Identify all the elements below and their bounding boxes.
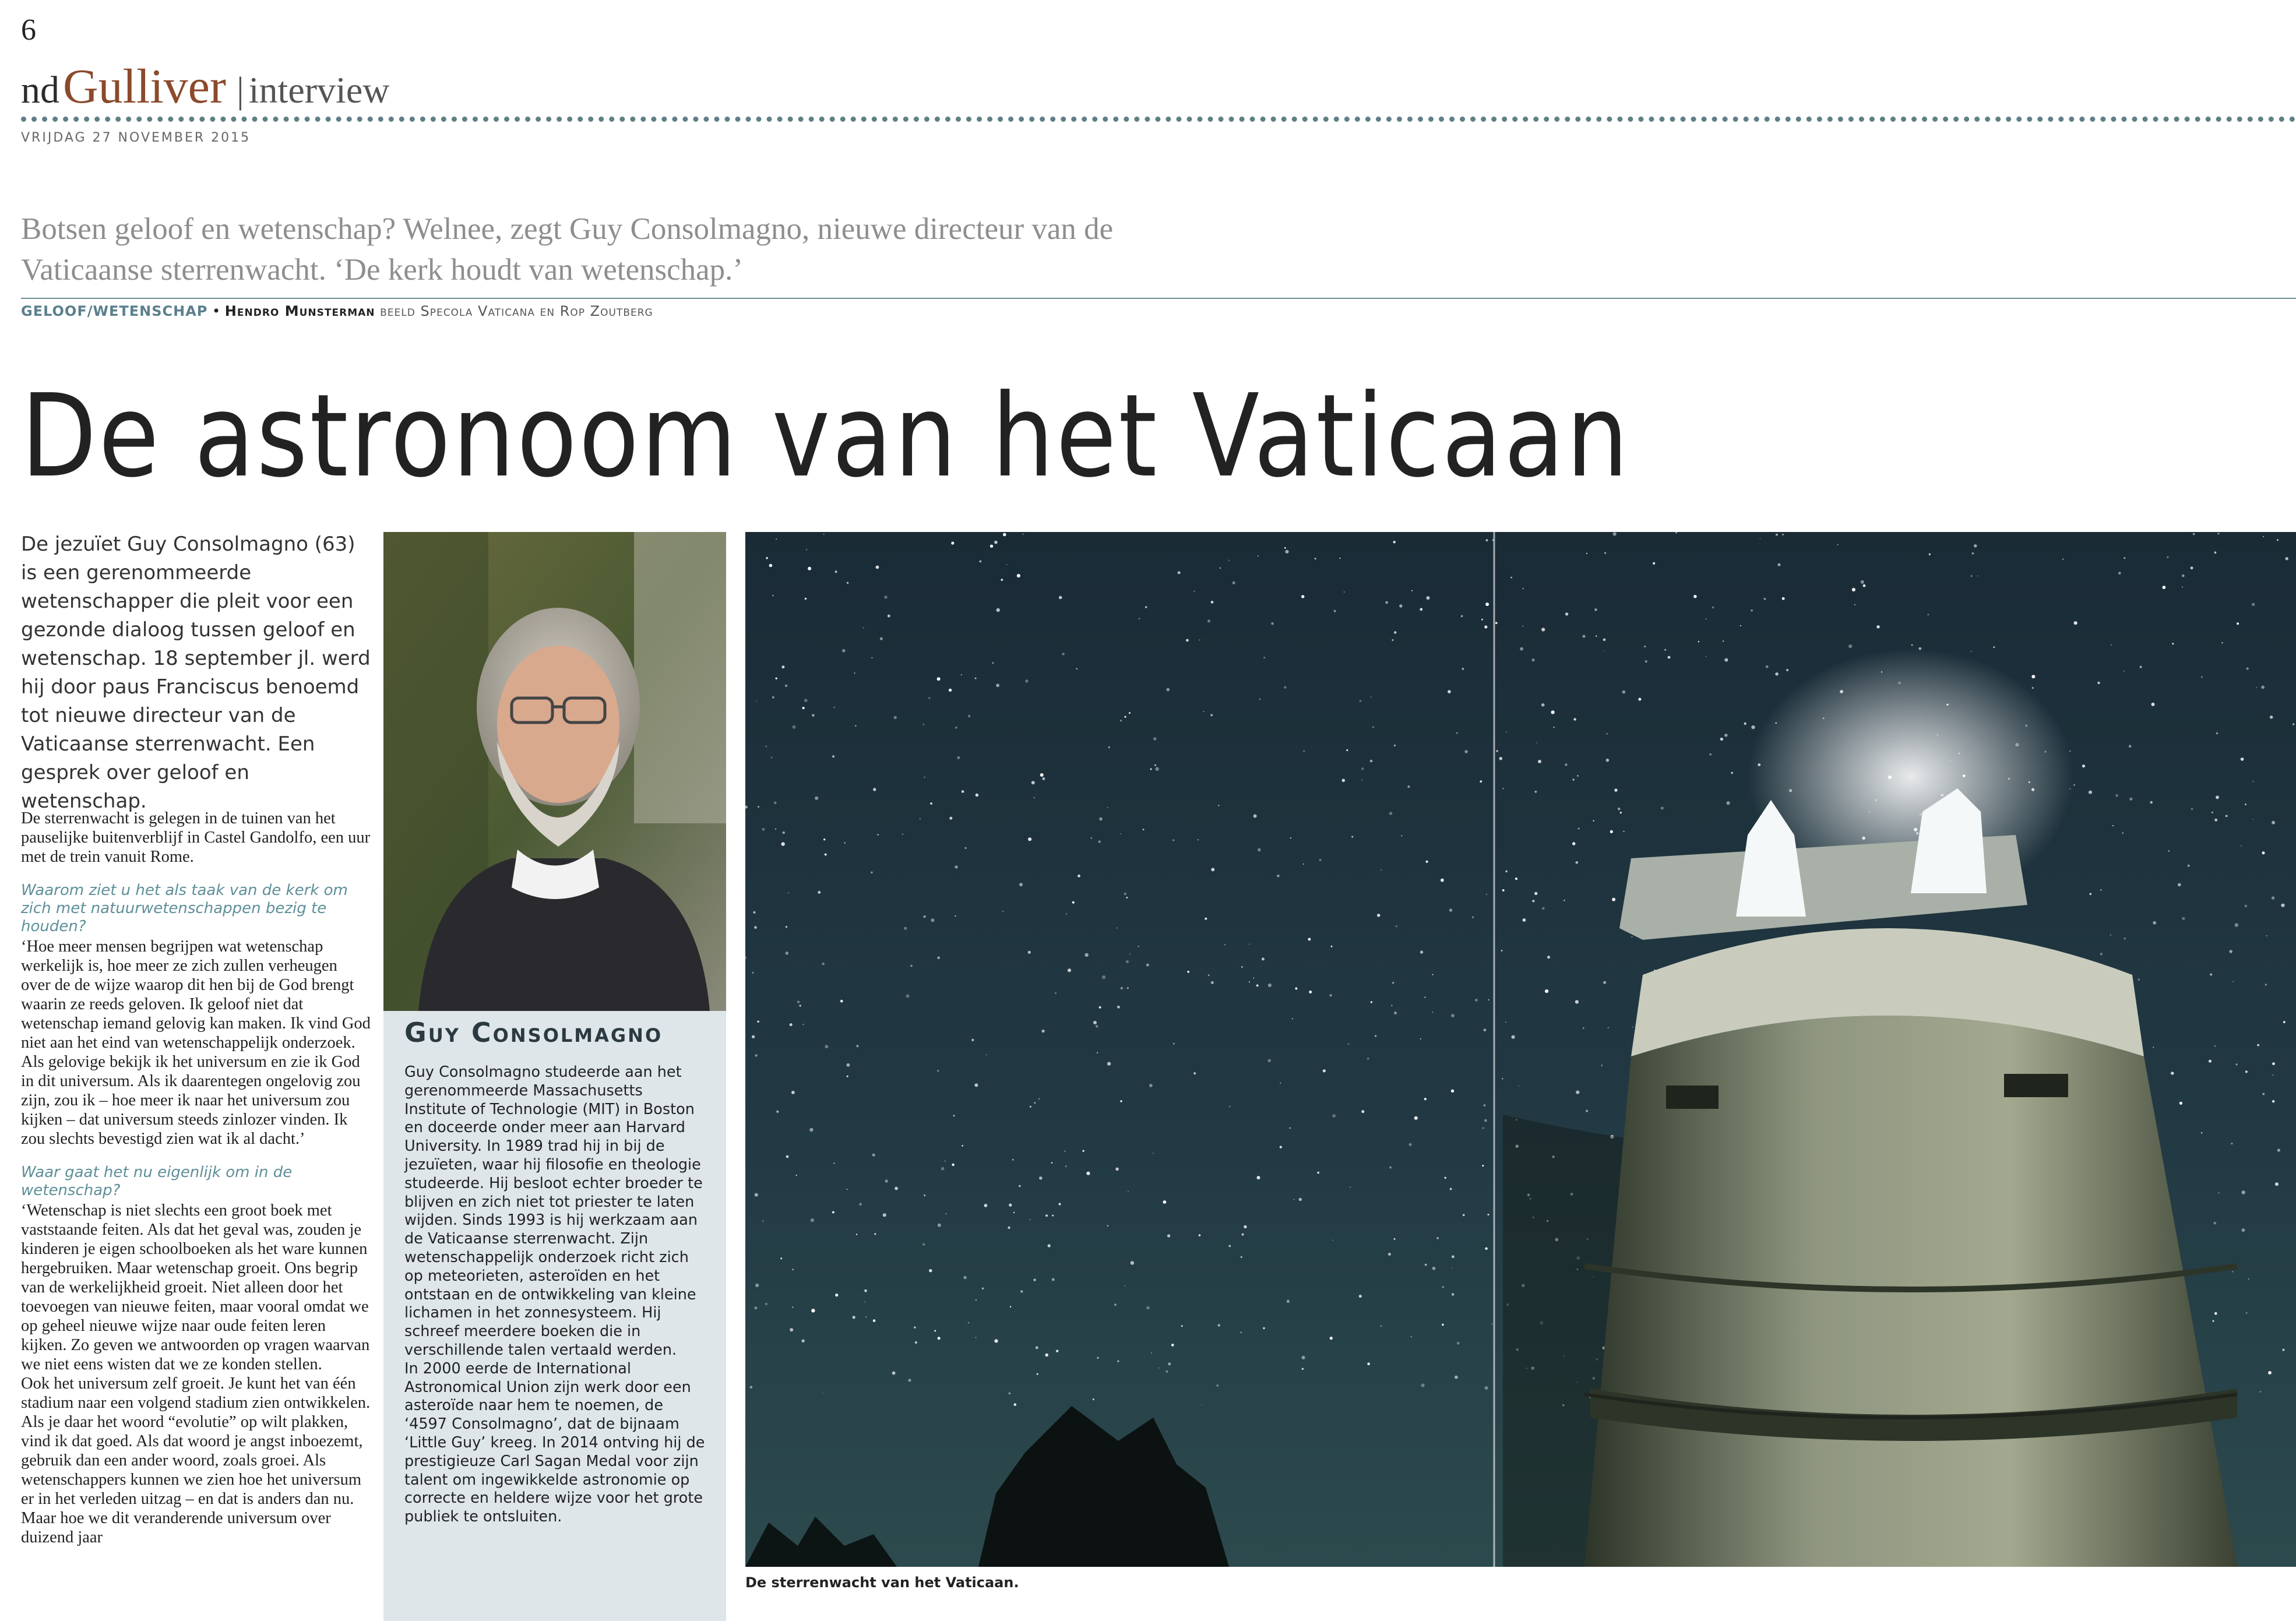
masthead-section: interview: [248, 69, 390, 111]
byline-kicker: GELOOF/WETENSCHAP: [21, 303, 208, 319]
byline-rule: [21, 298, 2296, 299]
photo-caption: De sterrenwacht van het Vaticaan.: [745, 1574, 1019, 1591]
portrait-photo: [383, 532, 726, 1011]
intro-deck: Botsen geloof en wetenschap? Welnee, zegt Guy Consolmagno, nieuwe directeur van de Vaticaanse sterrenwacht. ‘De kerk houdt van wetenschap.’: [21, 212, 1114, 287]
byline-dot: •: [207, 303, 225, 319]
profile-sidebar: [383, 1011, 726, 1621]
headline: De astronoom van het Vaticaan: [21, 370, 1631, 503]
byline: [21, 303, 653, 319]
masthead-separator: |: [236, 69, 244, 111]
byline-image-credit: beeld Specola Vaticana en Rop Zoutberg: [375, 303, 653, 319]
portrait-icon: [383, 532, 726, 1011]
masthead-nd: nd: [21, 69, 59, 111]
masthead-dotted-rule: [21, 117, 2296, 122]
sidebar-paragraph: In 2000 eerde de International Astronomical Union zijn werk door een asteroïde naar hem te noemen, de ‘4597 Consolmagno’, dat de bijnaam ‘Little Guy’ kreeg. In 2014 ontving hij de prestigieuze Carl Sagan Medal voor zijn talent om ingewikkelde astronomie op correcte en heldere wijze voor het grote publiek te ontsluiten.: [404, 1359, 705, 1526]
sidebar-body: [404, 1063, 707, 1527]
interview-answer: ‘Hoe meer mensen begrijpen wat wetenschap werkelijk is, hoe meer ze zich zullen verheugen over de de wijze waarop dit hen bij de God brengt waarin ze reeds geloven. Ik geloof niet dat wetenschap iemand gelovig kan maken. Ik vind God niet aan het eind van wetenschappelijk onderzoek. Als gelovige bekijk ik het universum en zie ik God in dit universum. Als ik daarentegen ongelovig zou zijn, zou ik – hoe meer ik naar het universum zou kijken – dat universum steeds zinlozer vinden. Ik zou slechts bevestigd zien wat ik al dacht.’: [21, 938, 371, 1148]
interview-answer: Ook het universum zelf groeit. Je kunt het van één stadium naar een volgend stadium zien ontwikkelen. Als je daar het woord “evolutie” op wilt plakken, vind ik dat goed. Als dat woord je angst inboezemt, gebruik dan een ander woord, zoals groei. Als wetenschappers kunnen we zien hoe het universum er in het verleden uitzag – en dat is anders dan nu. Maar hoe we dit veranderende universum over duizend jaar: [21, 1375, 371, 1546]
lead-paragraph: De jezuïet Guy Consolmagno (63) is een gerenommeerde wetenschapper die pleit voor een gezonde dialoog tussen geloof en wetenschap. 18 september jl. werd hij door paus Franciscus benoemd tot nieuwe directeur van de Vaticaanse sterrenwacht. Een gesprek over geloof en wetenschap.: [21, 533, 371, 813]
issue-date: VRIJDAG 27 NOVEMBER 2015: [21, 131, 251, 145]
observatory-icon: [745, 532, 2296, 1567]
interview-question: Waar gaat het nu eigenlijk om in de wetenschap?: [21, 1164, 293, 1199]
sidebar-heading: Guy Consolmagno: [404, 1017, 663, 1048]
sidebar-paragraph: Guy Consolmagno studeerde aan het gerenommeerde Massachusetts Institute of Technologie (MIT) in Boston en doceerde onder meer aan Harvard University. In 1989 trad hij in bij de jezuïeten, waar hij filosofie en theologie studeerde. Hij besloot echter broeder te blijven en zich niet tot priester te laten wijden. Sinds 1993 is hij werkzaam aan de Vaticaanse sterrenwacht. Zijn wetenschappelijk onderzoek richt zich op meteorieten, asteroïden en het ontstaan en de ontwikkeling van kleine lichamen in het zonnesysteem. Hij schreef meerdere boeken die in verschillende talen vertaald werden.: [404, 1063, 703, 1359]
masthead: [21, 58, 389, 115]
body-paragraph: De sterrenwacht is gelegen in de tuinen van het pauselijke buitenverblijf in Castel Gandolfo, een uur met de trein vanuit Rome.: [21, 809, 371, 866]
interview-question: Waarom ziet u het als taak van de kerk om zich met natuurwetenschappen bezig te houden?: [21, 882, 348, 935]
page-number: 6: [21, 13, 36, 47]
interview-answer: ‘Wetenschap is niet slechts een groot boek met vaststaande feiten. Als dat het geval was, zouden je kinderen je eigen schoolboeken als het ware kunnen hergebruiken. Maar wetenschap groeit. Ons begrip van de werkelijkheid groeit. Niet alleen door het toevoegen van nieuwe feiten, maar vooral omdat we op geheel nieuwe wijze naar oude feiten leren kijken. Zo geven we antwoorden op vragen waarvan we niet eens wisten dat we ze konden stellen.: [21, 1201, 370, 1373]
byline-author: Hendro Munsterman: [224, 303, 375, 319]
body-column: [21, 809, 371, 1554]
masthead-brand: Gulliver: [63, 59, 226, 114]
observatory-photo: [745, 532, 2296, 1567]
